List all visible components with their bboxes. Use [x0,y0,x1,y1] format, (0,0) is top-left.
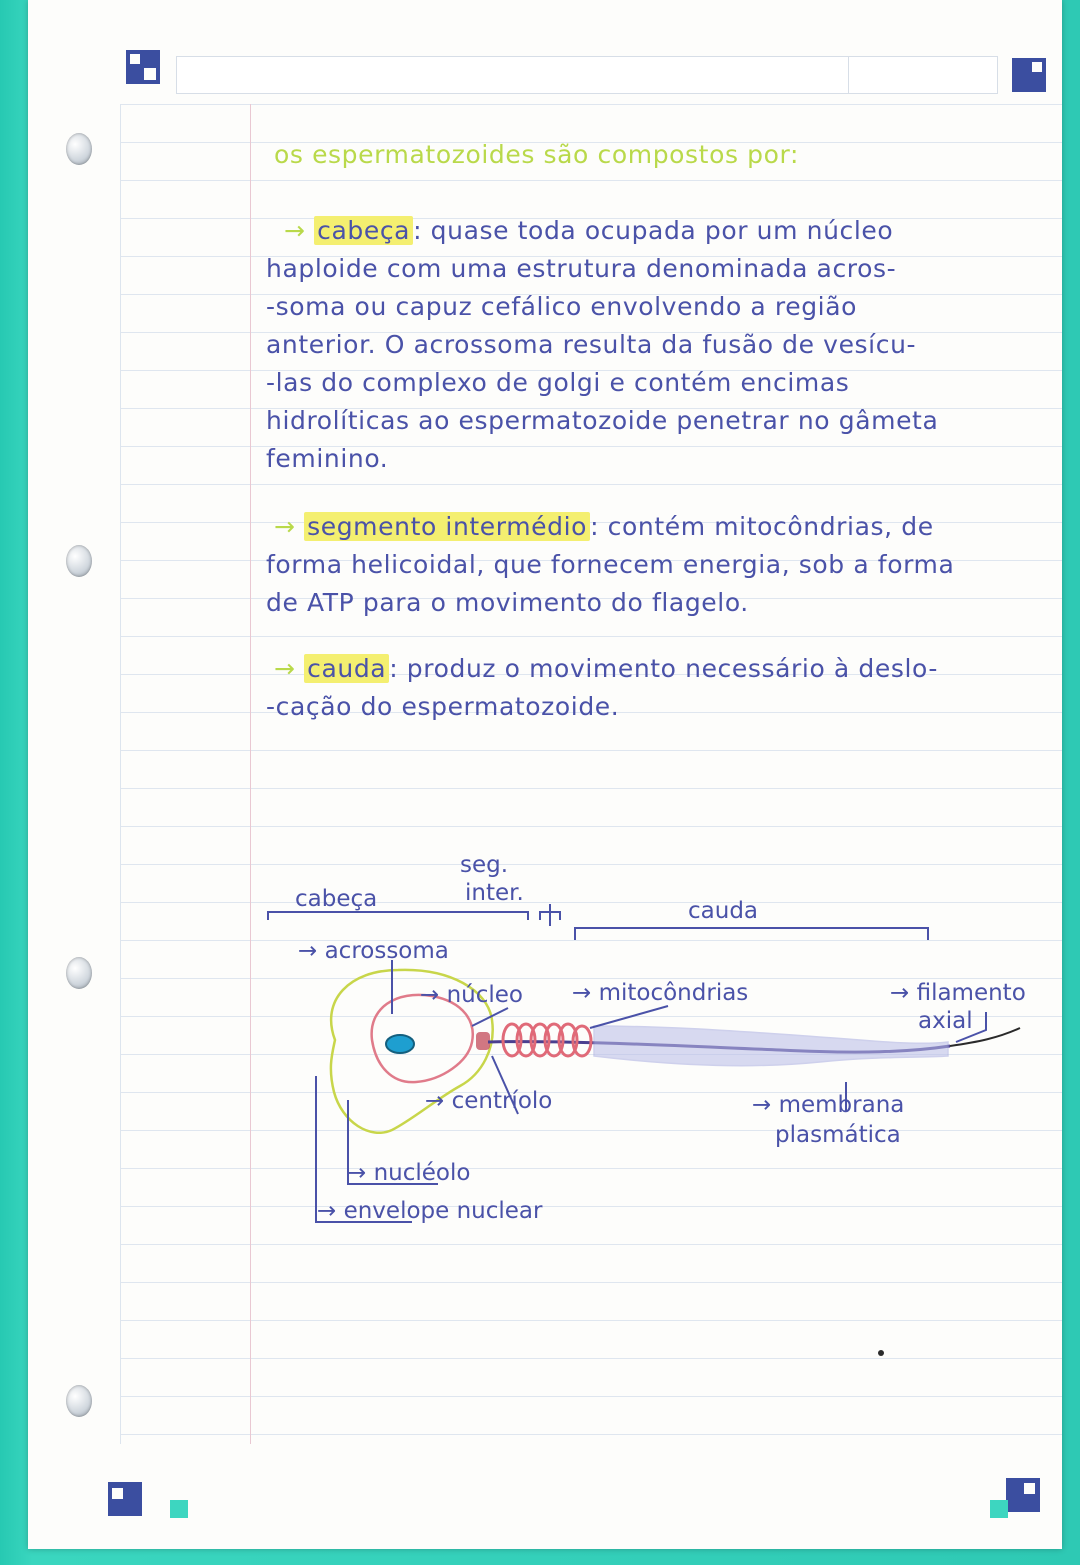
section-cauda-marker [274,650,938,688]
registration-mark-top-left [126,50,160,84]
header-field-left[interactable] [176,56,850,94]
callout-acrossoma: → acrossoma [298,938,449,964]
registration-square-right [990,1500,1008,1518]
section-segmento-line-3: de ATP para o movimento do flagelo. [266,588,749,617]
rule-line [120,104,1062,105]
ink-dot [878,1350,884,1356]
section-cauda-line-2: -cação do espermatozoide. [266,692,620,721]
rule-line [120,636,1062,637]
rule-line [120,1358,1062,1359]
section-segmento-marker [274,508,934,546]
region-label-seg: seg. [460,852,509,878]
registration-mark-bottom-left [108,1482,142,1516]
rule-line [120,1434,1062,1435]
rule-line [120,826,1062,827]
callout-filamento-axial-2: axial [918,1008,973,1034]
rule-line [120,750,1062,751]
registration-square-left [170,1500,188,1518]
callout-membrana-2: plasmática [775,1122,901,1148]
section-segmento-line-1: : contém mitocôndrias, de [590,512,934,541]
callout-nucleolo: → nucléolo [347,1160,471,1186]
region-label-cabeca: cabeça [295,886,378,912]
rule-line [120,446,1062,447]
callout-envelope-nuclear: → envelope nuclear [317,1198,543,1224]
section-cauda-line-1: : produz o movimento necessário à deslo- [389,654,938,683]
section-cabeca-line-3: -soma ou capuz cefálico envolvendo a região [266,292,858,321]
section-cabeca-line-7: feminino. [266,444,389,473]
rule-line [120,1396,1062,1397]
registration-mark-top-right [1012,58,1046,92]
callout-filamento-axial: → filamento [890,980,1026,1006]
sperm-diagram-svg [120,830,1062,1260]
term-cauda: cauda [304,654,389,683]
section-cabeca-marker [284,212,893,250]
rule-line [120,788,1062,789]
punch-hole [66,133,92,165]
rule-line [120,180,1062,181]
section-cabeca-line-4: anterior. O acrossoma resulta da fusão de vesícu- [266,330,917,359]
callout-centriolo: → centríolo [425,1088,553,1114]
section-cabeca-line-1: : quase toda ocupada por um núcleo [413,216,894,245]
section-cabeca-line-6: hidrolíticas ao espermatozoide penetrar no gâmeta [266,406,939,435]
notebook-page [28,0,1062,1549]
arrow-icon: → [284,216,306,245]
punch-hole [66,545,92,577]
sperm-cell-diagram [120,830,1062,1260]
callout-nucleo: → núcleo [420,982,523,1008]
intro-line: os espermatozoides são compostos por: [274,140,799,169]
rule-line [120,1282,1062,1283]
section-segmento-line-2: forma helicoidal, que fornecem energia, sob a forma [266,550,955,579]
term-cabeca: cabeça [314,216,413,245]
term-segmento-intermedio: segmento intermédio [304,512,590,541]
region-label-inter: inter. [465,880,524,906]
rule-line [120,1320,1062,1321]
section-cabeca-line-2: haploide com uma estrutura denominada acros- [266,254,897,283]
arrow-icon: → [274,512,296,541]
punch-hole [66,1385,92,1417]
callout-membrana: → membrana [752,1092,905,1118]
section-cabeca-line-5: -las do complexo de golgi e contém encimas [266,368,850,397]
region-label-cauda: cauda [688,898,759,924]
arrow-icon: → [274,654,296,683]
registration-mark-bottom-right [1006,1478,1040,1512]
header-field-right[interactable] [848,56,998,94]
punch-hole [66,957,92,989]
rule-line [120,484,1062,485]
callout-mitocondrias: → mitocôndrias [572,980,749,1006]
